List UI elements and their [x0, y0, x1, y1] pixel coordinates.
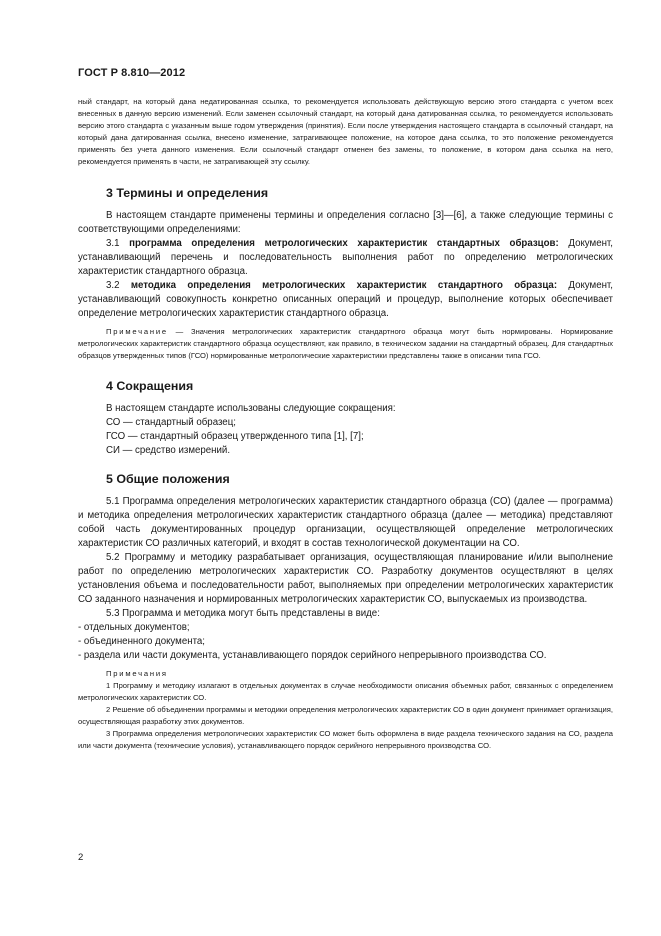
section-5-2: 5.2 Программу и методику разрабатывает организация, осуществляющая планирование и/или выполнение работ по определению метрологических характеристик СО. Разработку документов осуществляют в целях установления объема и последовательности работ, выполняемых при определении метрологических характеристик СО заданного назначения и нормированных метрологических характеристик СО, выпускаемых из производства. — [78, 551, 613, 605]
section-5-heading: 5 Общие положения — [106, 471, 230, 486]
abbreviation-item: СО — стандартный образец; — [106, 416, 236, 428]
term-3-2-definition: Документ, устанавливающий совокупность конкретно описанных операций и процедур, выполнение которых обеспечивает определение метрологических характеристик стандартного образца. — [78, 279, 613, 319]
note-item: 3 Программа определения метрологических характеристик СО может быть оформлена в виде раздела технического задания на СО, раздела или части документа (технические условия), устанавливающего порядок серийного непрерывного производства СО. — [78, 729, 613, 751]
term-3-2-term: методика определения метрологических характеристик стандартного образца: — [130, 279, 558, 291]
notes-label: Примечания — [106, 668, 168, 678]
term-3-1-number: 3.1 — [106, 237, 130, 249]
section-5-1: 5.1 Программа определения метрологических характеристик стандартного образца (СО) (далее — программа) и методика определения метрологических характеристик стандартного образца (далее — методика) представляют собой часть документированных процедур организации, осуществляющей определение метрологических характеристик СО различных категорий, и входят в состав технологической документации на СО. — [78, 495, 613, 549]
document-header-title: ГОСТ Р 8.810—2012 — [78, 67, 186, 79]
term-3-2 — [78, 279, 613, 321]
note-item: 2 Решение об объединении программы и методики определения метрологических характеристик СО в один документ принимает организация, осуществляющая разработку этих документов. — [78, 705, 613, 727]
section-3-note — [78, 326, 613, 362]
note-label: Примечание — [106, 326, 168, 336]
section-3-lead: В настоящем стандарте применены термины и определения согласно [3]—[6], а также следующие термины с соответствующими определениями: — [78, 209, 613, 235]
section-4-heading: 4 Сокращения — [106, 378, 194, 393]
abbreviation-item: СИ — средство измерений. — [106, 444, 231, 456]
section-4-lead: В настоящем стандарте использованы следующие сокращения: — [106, 402, 396, 414]
section-5-3: 5.3 Программа и методика могут быть представлены в виде: — [106, 607, 380, 619]
term-3-1-term: программа определения метрологических характеристик стандартных образцов: — [129, 237, 559, 249]
intro-paragraph: ный стандарт, на который дана недатированная ссылка, то рекомендуется использовать действующую версию этого стандарта с учетом всех внесенных в данную версию изменений. Если заменен ссылочный стандарт, на который дана датированная ссылка, то рекомендуется использовать версию этого стандарта с указанным выше годом утверждения (принятия). Если после утверждения настоящего стандарта в ссылочный стандарт, на который дана датированная ссылка, внесено изменение, затрагивающее положение, на которое дана ссылка, то это положение рекомендуется применять без учета данного изменения. Если ссылочный стандарт отменен без замены, то положение, в котором дана ссылка на него, рекомендуется применять в части, не затрагивающей эту ссылку. — [78, 97, 613, 167]
list-item: - отдельных документов; — [78, 621, 190, 633]
section-3-heading: 3 Термины и определения — [106, 185, 269, 200]
note-item: 1 Программу и методику излагают в отдельных документах в случае необходимости описания объемных работ, связанных с определением метрологических характеристик СО. — [78, 680, 613, 703]
abbreviation-item: ГСО — стандартный образец утвержденного типа [1], [7]; — [106, 430, 364, 442]
term-3-1-definition: Документ, устанавливающий перечень и последовательность выполнения работ по определению метрологических характеристик стандартного образца. — [78, 237, 613, 277]
list-item: - объединенного документа; — [78, 635, 205, 647]
list-item: - раздела или части документа, устанавливающего порядок серийного непрерывного производства СО. — [78, 649, 547, 661]
note-text: — Значения метрологических характеристик стандартного образца могут быть нормированы. Нормирование метрологических характеристик стандартного образца осуществляют, как правило, в техническом задании на стандартный образец. Для стандартных образцов утвержденных типов (ГСО) нормированные метрологические характеристики представлены также в описании типа ГСО. — [78, 326, 613, 360]
term-3-1 — [78, 237, 613, 279]
page-content — [78, 96, 613, 753]
term-3-2-number: 3.2 — [106, 279, 131, 291]
page-number: 2 — [78, 852, 84, 863]
